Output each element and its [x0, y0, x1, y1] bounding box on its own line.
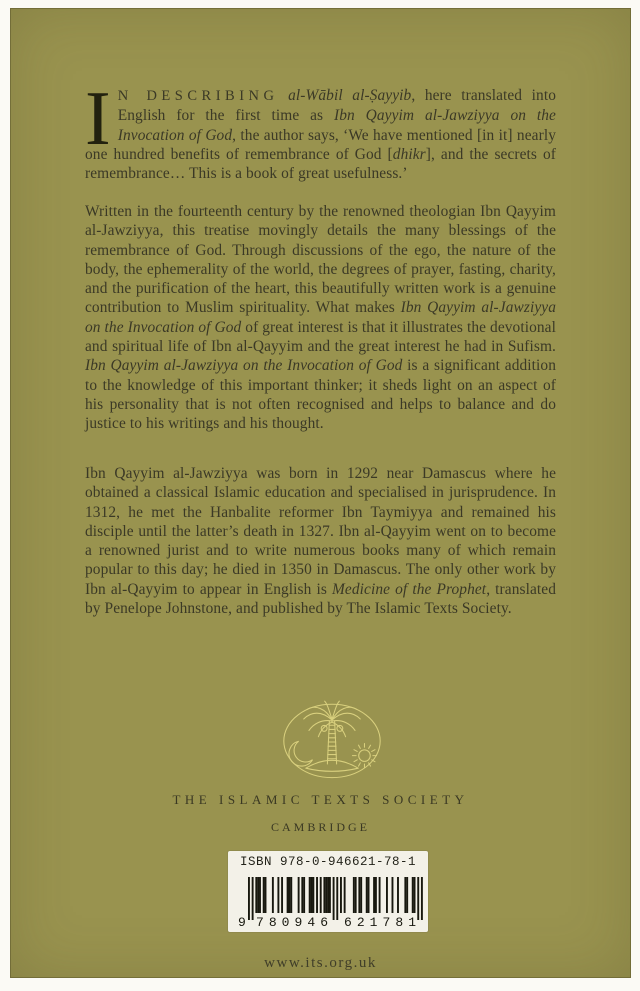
- publisher-name: THE ISLAMIC TEXTS SOCIETY: [172, 792, 469, 807]
- publisher-website: www.its.org.uk: [264, 955, 377, 971]
- blurb-paragraph-3: Ibn Qayyim al-Jawziyya was born in 1292 near Damascus where he obtained a classical Islamic education and specialised in jurisprudence. In 1312, he met the Hanbalite reformer Ibn Taymiyya and remained his disciple until the latter’s death in 1327. Ibn al-Qayyim went on to become a renowned jurist and to write numerous books many of which remain popular to this day; he died in 1350 in Damascus. The only other work by Ibn al-Qayyim to appear in English is Medicine of the Prophet, translated by Penelope Johnstone, and published by The Islamic Texts Society.: [85, 465, 557, 618]
- barcode-digit-group-right: 621781: [344, 915, 416, 930]
- publisher-city: CAMBRIDGE: [270, 820, 370, 834]
- sun-icon: [352, 744, 376, 768]
- crescent-moon-icon: [289, 741, 313, 766]
- barcode-digit-group-left: 780946: [256, 915, 328, 930]
- palm-tree-icon: [304, 701, 361, 764]
- isbn-barcode-panel: [228, 851, 428, 932]
- barcode-digit-first: 9: [238, 915, 246, 930]
- blurb-paragraph-1: [85, 75, 557, 183]
- ean13-barcode: [228, 851, 428, 932]
- back-cover: [10, 8, 631, 978]
- mound-icon: [306, 760, 358, 771]
- blurb-paragraph-1-text: al-Wābil al-Ṣayyib, here translated into English for the first time as Ibn Qayyim al-Jawziyya on the Invocation of God, the author says, ‘We have mentioned [in it] nearly one hundred benefits of remembrance of God [dhikr], and the secrets of remembrance… This is a book of great usefulness.’: [85, 87, 557, 183]
- publisher-logo: [262, 698, 402, 786]
- dropcap-letter: I: [85, 75, 111, 161]
- isbn-number: ISBN 978-0-946621-78-1: [239, 855, 417, 869]
- leading-small-caps: N DESCRIBING: [117, 88, 279, 104]
- blurb-paragraph-2: Written in the fourteenth century by the renowned theologian Ibn Qayyim al-Jawziyya, this treatise movingly details the many blessings of the remembrance of God. Through discussions of the ego, the nature of the body, the ephemerality of the world, the degrees of prayer, fasting, charity, and the purification of the heart, this beautifully written work is a genuine contribution to Muslim spirituality. What makes Ibn Qayyim al-Jawziyya on the Invocation of God of great interest is that it illustrates the devotional and spiritual life of Ibn al-Qayyim and the great interest he had in Sufism. Ibn Qayyim al-Jawziyya on the Invocation of God is a significant addition to the knowledge of this important thinker; it sheds light on an aspect of his personality that is not often recognised and helps to balance and do justice to his writings and his thought.: [85, 203, 557, 433]
